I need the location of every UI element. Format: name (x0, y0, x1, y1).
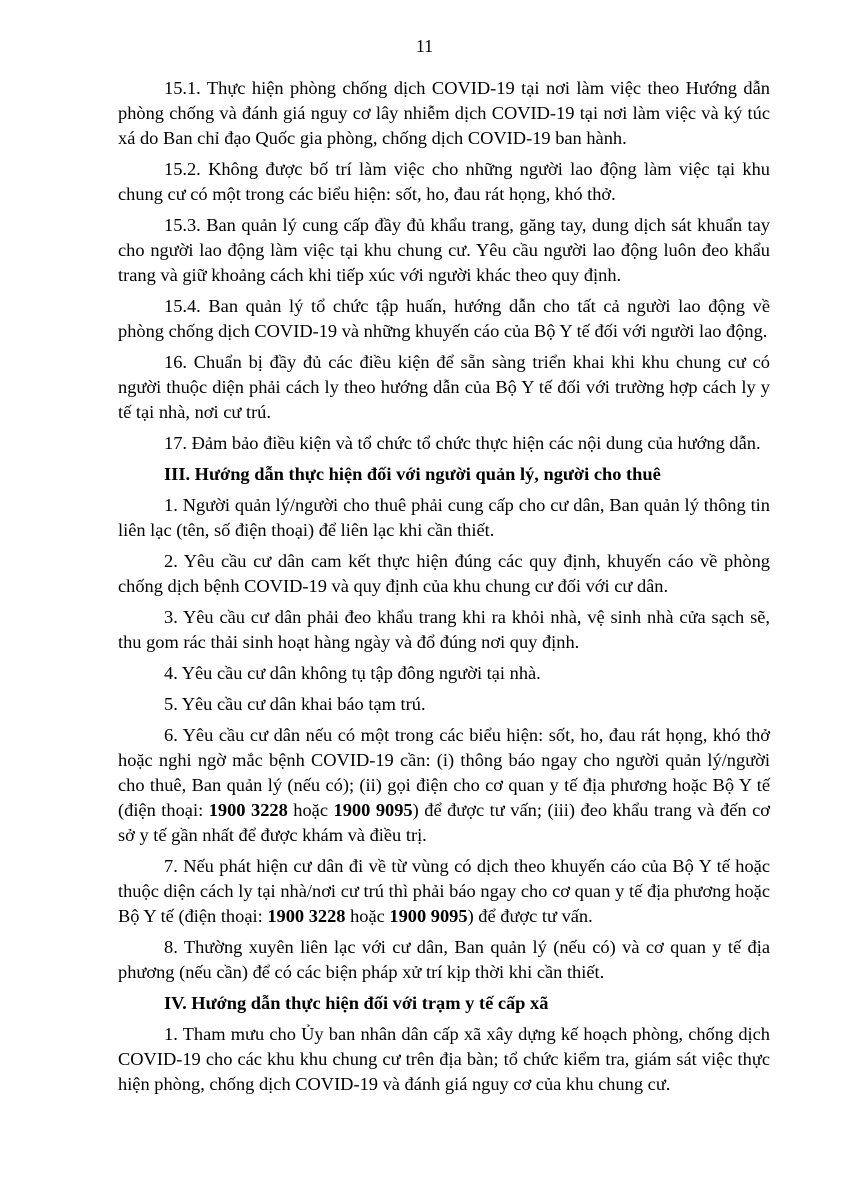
hotline-1900-9095: 1900 9095 (389, 906, 468, 926)
paragraph-15-3: 15.3. Ban quản lý cung cấp đầy đủ khẩu trang, găng tay, dung dịch sát khuẩn tay cho người lao động làm việc tại khu chung cư. Yêu cầu người lao động luôn đeo khẩu trang và giữ khoảng cách khi tiếp xúc với người khác theo quy định. (118, 215, 770, 285)
hotline-1900-9095: 1900 9095 (333, 800, 413, 820)
section-iii-item-1: 1. Người quản lý/người cho thuê phải cung cấp cho cư dân, Ban quản lý thông tin liên lạc (tên, số điện thoại) để liên lạc khi cần thiết. (118, 495, 770, 540)
section-iii-item-6 (118, 723, 770, 848)
document-body (118, 76, 770, 1103)
page-number: 11 (415, 36, 434, 56)
item-6-text-3: ) để được tư vấn; (iii) đeo khẩu trang và đến cơ sở y tế gần nhất để được khám và điều trị. (118, 800, 770, 845)
section-iii-item-2: 2. Yêu cầu cư dân cam kết thực hiện đúng các quy định, khuyến cáo về phòng chống dịch bệnh COVID-19 và quy định của khu chung cư đối với cư dân. (118, 551, 770, 596)
section-heading-iii: III. Hướng dẫn thực hiện đối với người quản lý, người cho thuê (164, 464, 661, 484)
item-7-text-2: hoặc (345, 906, 390, 926)
section-iii-item-3: 3. Yêu cầu cư dân phải đeo khẩu trang khi ra khỏi nhà, vệ sinh nhà cửa sạch sẽ, thu gom rác thải sinh hoạt hàng ngày và đổ đúng nơi quy định. (118, 607, 770, 652)
paragraph-15-4: 15.4. Ban quản lý tổ chức tập huấn, hướng dẫn cho tất cả người lao động về phòng chống dịch COVID-19 và những khuyến cáo của Bộ Y tế đối với người lao động. (118, 296, 770, 341)
paragraph-15-2: 15.2. Không được bố trí làm việc cho những người lao động làm việc tại khu chung cư có một trong các biểu hiện: sốt, ho, đau rát họng, khó thở. (118, 159, 770, 204)
item-6-text-2: hoặc (287, 800, 334, 820)
section-iii-item-8: 8. Thường xuyên liên lạc với cư dân, Ban quản lý (nếu có) và cơ quan y tế địa phương (nếu cần) để có các biện pháp xử trí kịp thời khi cần thiết. (118, 937, 770, 982)
paragraph-16: 16. Chuẩn bị đầy đủ các điều kiện để sẵn sàng triển khai khi khu chung cư có người thuộc diện phải cách ly theo hướng dẫn của Bộ Y tế đối với trường hợp cách ly y tế tại nhà, nơi cư trú. (118, 352, 770, 422)
item-7-text-1: 7. Nếu phát hiện cư dân đi về từ vùng có dịch theo khuyến cáo của Bộ Y tế hoặc thuộc diện cách ly tại nhà/nơi cư trú thì phải báo ngay cho cơ quan y tế địa phương hoặc Bộ Y tế (điện thoại: (118, 856, 770, 926)
item-7-text-3: ) để được tư vấn. (467, 906, 593, 926)
paragraph-15-1: 15.1. Thực hiện phòng chống dịch COVID-19 tại nơi làm việc theo Hướng dẫn phòng chống và đánh giá nguy cơ lây nhiễm dịch COVID-19 tại nơi làm việc và ký túc xá do Ban chỉ đạo Quốc gia phòng, chống dịch COVID-19 ban hành. (118, 78, 770, 148)
section-iii-item-5: 5. Yêu cầu cư dân khai báo tạm trú. (164, 694, 426, 714)
section-iii-item-7 (118, 854, 770, 929)
hotline-1900-3228: 1900 3228 (267, 906, 346, 926)
section-iv-item-1: 1. Tham mưu cho Ủy ban nhân dân cấp xã xây dựng kế hoạch phòng, chống dịch COVID-19 cho các khu khu chung cư trên địa bàn; tổ chức kiểm tra, giám sát việc thực hiện phòng, chống dịch COVID-19 và đánh giá nguy cơ của khu chung cư. (118, 1024, 770, 1094)
section-iii-item-4: 4. Yêu cầu cư dân không tụ tập đông người tại nhà. (164, 663, 541, 683)
paragraph-17: 17. Đảm bảo điều kiện và tổ chức tổ chức thực hiện các nội dung của hướng dẫn. (164, 433, 761, 453)
item-6-text-1: 6. Yêu cầu cư dân nếu có một trong các biểu hiện: sốt, ho, đau rát họng, khó thở hoặc nghi ngờ mắc bệnh COVID-19 cần: (i) thông báo ngay cho người quản lý/người cho thuê, Ban quản lý (nếu có); (ii) gọi điện cho cơ quan y tế địa phương hoặc Bộ Y tế (điện thoại: (118, 725, 770, 820)
section-heading-iv: IV. Hướng dẫn thực hiện đối với trạm y tế cấp xã (164, 993, 549, 1013)
hotline-1900-3228: 1900 3228 (208, 800, 288, 820)
